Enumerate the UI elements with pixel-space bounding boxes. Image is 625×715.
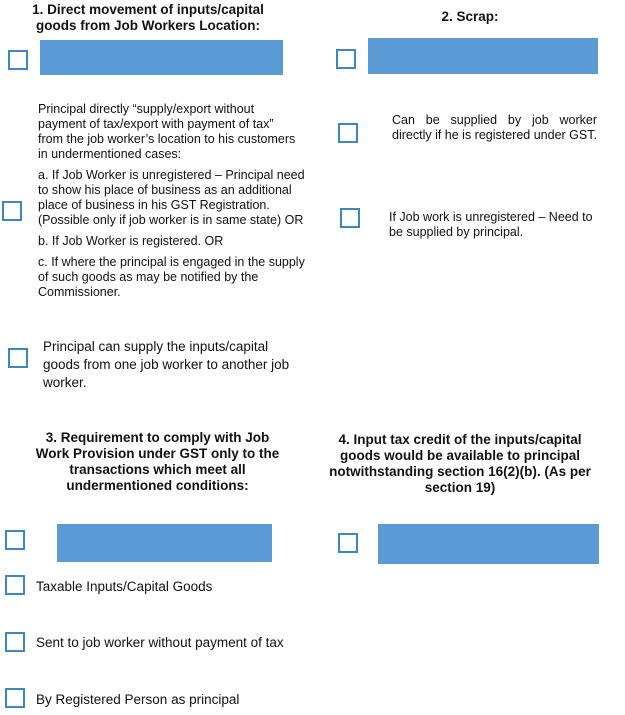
section3-item-checkbox-2[interactable] <box>5 632 25 652</box>
section1-cases <box>38 168 306 300</box>
section2-highlight-bar <box>368 38 598 74</box>
section1-transfer: Principal can supply the inputs/capital goods from one job worker to another job worker. <box>43 339 290 390</box>
section1-checkbox[interactable] <box>8 50 28 70</box>
section3-item-checkbox-3[interactable] <box>5 688 25 708</box>
section3-item-checkbox-1[interactable] <box>5 575 25 595</box>
section3-checkbox[interactable] <box>5 530 25 550</box>
section1-intro <box>38 102 300 162</box>
section3-heading: 3. Requirement to comply with Job Work Provision under GST only to the transactions which meet all undermentioned conditions: <box>35 430 280 493</box>
section1-heading: 1. Direct movement of inputs/capital goods from Job Workers Location: <box>32 2 264 33</box>
section2-unregistered-checkbox[interactable] <box>340 208 360 228</box>
section1-transfer-checkbox[interactable] <box>8 348 28 368</box>
section2-registered: Can be supplied by job worker directly if he is registered under GST. <box>392 113 597 142</box>
section2-registered-checkbox[interactable] <box>338 123 358 143</box>
section1-cases-checkbox[interactable] <box>2 201 22 221</box>
section1-intro-text: Principal directly “supply/export without payment of tax/export with payment of tax” from the job worker’s location to his customers in undermentioned cases: <box>38 102 296 161</box>
section4-highlight-bar <box>378 524 599 564</box>
case-c: c. If where the principal is engaged in the supply of such goods as may be notified by the Commissioner. <box>38 255 305 299</box>
section2-heading: 2. Scrap: <box>441 9 499 24</box>
section2-checkbox[interactable] <box>336 49 356 69</box>
section4-heading: 4. Input tax credit of the inputs/capital goods would be available to principal notwithstanding section 16(2)(b). (As per section 19) <box>329 432 591 495</box>
section3-item-1: Taxable Inputs/Capital Goods <box>36 579 213 594</box>
section3-item-3: By Registered Person as principal <box>36 692 240 707</box>
section3-item-2: Sent to job worker without payment of tax <box>36 635 284 650</box>
case-a: a. If Job Worker is unregistered – Principal need to show his place of business as an additional place of business in his GST Registration. (Possible only if job worker is in same state) OR <box>38 168 305 227</box>
section2-unregistered: If Job work is unregistered – Need to be supplied by principal. <box>389 210 593 239</box>
section1-highlight-bar <box>40 40 283 75</box>
section3-highlight-bar <box>57 524 272 562</box>
case-b: b. If Job Worker is registered. OR <box>38 234 224 248</box>
section4-checkbox[interactable] <box>338 533 358 553</box>
